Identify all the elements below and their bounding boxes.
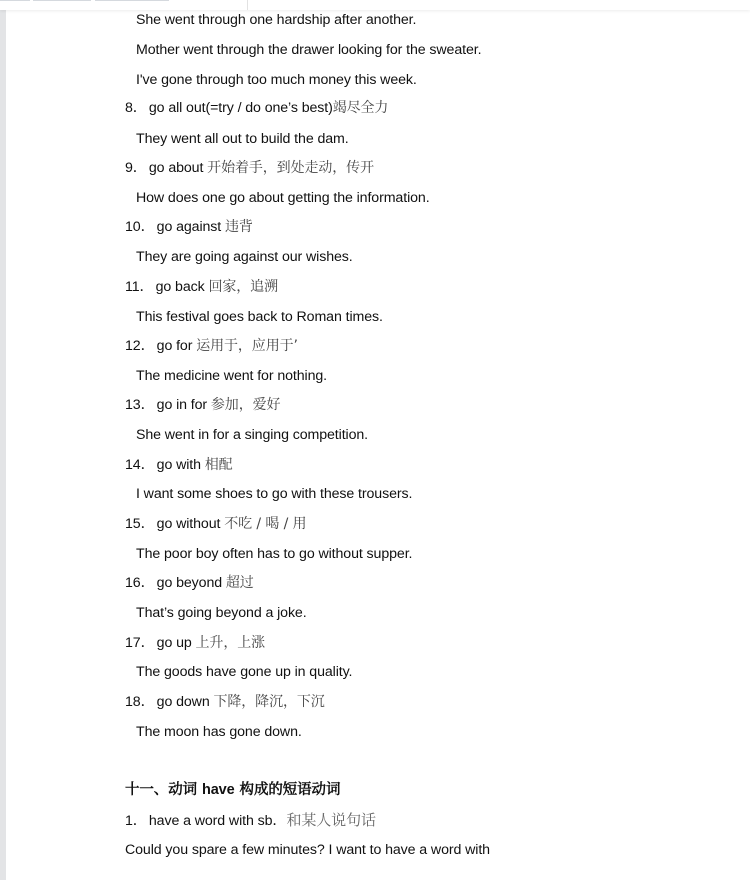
- section-heading-suffix: 构成的短语动词: [234, 782, 341, 798]
- phrase: go down: [156, 694, 214, 710]
- meaning: 运用于，应用于’: [196, 338, 298, 354]
- example-sentence: I want some shoes to go with these trousers.: [136, 486, 413, 502]
- document-page: [6, 10, 750, 880]
- meaning: 上升，上涨: [195, 635, 266, 651]
- example-sentence: Could you spare a few minutes? I want to have a word with: [125, 842, 490, 858]
- tab-strip[interactable]: [95, 0, 169, 1]
- example-sentence: The moon has gone down.: [136, 724, 302, 740]
- tab-strip[interactable]: [33, 0, 91, 1]
- example-sentence: That’s going beyond a joke.: [136, 605, 307, 621]
- meaning: 开始着手，到处走动，传开: [207, 160, 374, 176]
- section-heading: [125, 780, 340, 800]
- phrase: have a word with sb．: [148, 813, 287, 829]
- meaning: 超过: [225, 575, 254, 591]
- item-number: 14．: [125, 457, 155, 473]
- meaning: 违背: [225, 219, 253, 235]
- section-heading-prefix: 十一、动词: [125, 782, 202, 798]
- meaning: 参加，爱好: [210, 397, 281, 413]
- phrase: go all out(=try / do one’s best): [148, 100, 333, 116]
- phrase: go back: [155, 279, 209, 295]
- phrase-item: [125, 277, 278, 297]
- phrase: go with: [156, 457, 205, 473]
- example-sentence: They are going against our wishes.: [136, 249, 353, 265]
- viewer-top-bar: [0, 0, 750, 10]
- item-number: 9．: [125, 160, 147, 176]
- phrase-item: [125, 514, 306, 534]
- example-sentence: The poor boy often has to go without supper.: [136, 546, 413, 562]
- item-number: 10．: [125, 219, 155, 235]
- meaning: 竭尽全力: [332, 100, 389, 116]
- item-number: 15．: [125, 516, 155, 532]
- example-sentence: They went all out to build the dam.: [136, 131, 349, 147]
- phrase-item: [125, 455, 233, 475]
- item-number: 11．: [125, 279, 154, 295]
- example-sentence: Mother went through the drawer looking for the sweater.: [136, 42, 482, 58]
- example-sentence: She went in for a singing competition.: [136, 427, 369, 443]
- phrase: go about: [148, 160, 208, 176]
- phrase: go for: [156, 338, 197, 354]
- phrase: go against: [156, 219, 225, 235]
- toolbar-divider: [247, 0, 248, 10]
- example-sentence: The goods have gone up in quality.: [136, 664, 353, 680]
- phrase: go up: [156, 635, 196, 651]
- example-sentence: How does one go about getting the information.: [136, 190, 430, 206]
- tab-strip[interactable]: [0, 0, 30, 1]
- meaning: 不吃 / 喝 / 用: [224, 516, 307, 532]
- phrase-item: [125, 98, 388, 118]
- meaning: 回家，追溯: [208, 279, 278, 295]
- phrase-item: [125, 573, 254, 593]
- phrase: go beyond: [156, 575, 226, 591]
- item-number: 8．: [125, 100, 147, 116]
- phrase-item: [125, 395, 280, 415]
- phrase-item: [125, 810, 376, 831]
- item-number: 16．: [125, 575, 155, 591]
- meaning: 下降，降沉，下沉: [213, 694, 325, 710]
- phrase-item: [125, 217, 253, 237]
- meaning: 和某人说句话: [286, 811, 376, 829]
- phrase-item: [125, 633, 265, 653]
- item-number: 17．: [125, 635, 155, 651]
- phrase: go without: [156, 516, 225, 532]
- example-sentence: I've gone through too much money this week.: [136, 72, 417, 88]
- phrase-item: [125, 336, 298, 356]
- item-number: 18．: [125, 694, 155, 710]
- item-number: 13．: [125, 397, 155, 413]
- item-number: 12．: [125, 338, 155, 354]
- example-sentence: This festival goes back to Roman times.: [136, 309, 383, 325]
- example-sentence: She went through one hardship after another.: [136, 12, 417, 28]
- example-sentence: The medicine went for nothing.: [136, 368, 328, 384]
- phrase-item: [125, 692, 325, 712]
- meaning: 相配: [204, 457, 233, 473]
- section-heading-keyword: have: [201, 782, 235, 798]
- item-number: 1．: [125, 813, 147, 829]
- phrase: go in for: [156, 397, 211, 413]
- phrase-item: [125, 158, 374, 178]
